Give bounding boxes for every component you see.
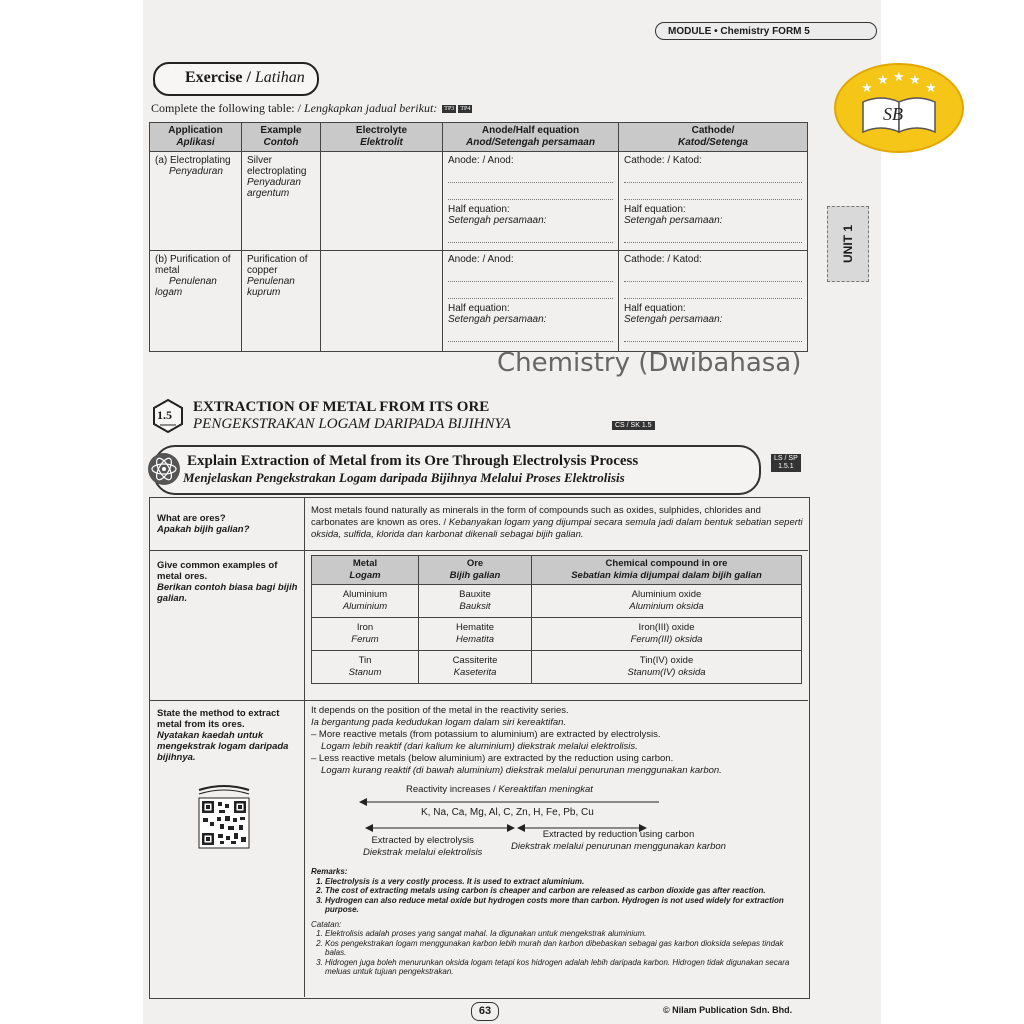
- answer-method: It depends on the position of the metal in the reactivity series. Ia bergantung pada kedudukan logam dalam siri kereaktifan. – More reactive metals (from potassium to aluminium) are extracted by electrolysis. Logam lebih reaktif (dari kalium ke aluminium) diekstrak melalui elektrolisis. – Less reactive metals (below aluminium) are extracted by the reduction using carbon. Logam kurang reaktif (di bawah aluminium) diekstrak melalui penurunan menggunakan karbon.: [311, 705, 722, 776]
- reactivity-arrow: [359, 797, 661, 807]
- publisher-credit: © Nilam Publication Sdn. Bhd.: [663, 1005, 793, 1015]
- reduction-label: Extracted by reduction using carbon Diekstrak melalui penurunan menggunakan karbon: [511, 829, 726, 852]
- table-header-row: [150, 123, 808, 152]
- page-number: 63: [471, 1002, 499, 1021]
- header-anode: Anode/Half equation Anod/Setengah persamaan: [443, 123, 619, 152]
- header-application: Application Aplikasi: [150, 123, 242, 152]
- header-metal: Metal Logam: [312, 556, 419, 585]
- svg-text:★: ★: [925, 81, 937, 96]
- svg-text:★: ★: [877, 73, 889, 88]
- exercise-title-en: Exercise /: [185, 69, 255, 86]
- watermark: Chemistry (Dwibahasa): [497, 348, 802, 378]
- tp-badge: TP3: [444, 106, 455, 113]
- exercise-instruction: [151, 101, 472, 116]
- table-row: Iron Ferum Hematite Hematita Iron(III) oxide Ferum(III) oksida: [312, 618, 802, 651]
- table-row: Tin Stanum Cassiterite Kaseterita Tin(IV) oxide Stanum(IV) oksida: [312, 651, 802, 684]
- remarks: Remarks: 1. Electrolysis is a very costly process. It is used to extract aluminium. 2. The cost of extracting metals using carbon is cheaper and carbon are released as carbon dioxide gas after reaction. 3. Hydrogen can also reduce metal oxide but hydrogen costs more than carbon. Hydrogen is not used widely for extraction purpose. Catatan: 1. Elektrolisis adalah proses yang sangat mahal. Ia digunakan untuk mengekstrak aluminium. 2. Kos pengekstrakan logam menggunakan karbon lebih murah dan karbon dibebaskan sebagai gas karbon dioksida selepas tindak balas. 3. Hidrogen juga boleh menurunkan oksida logam tetapi kos hidrogen adalah lebih daripada karbon. Hidrogen tidak digunakan secara meluas untuk tujuan pengekstrakan.: [311, 867, 803, 977]
- svg-text:★: ★: [893, 70, 905, 85]
- row-divider: [149, 700, 808, 701]
- qr-code-icon[interactable]: [195, 782, 253, 854]
- electrolyte-answer-cell[interactable]: [321, 251, 443, 352]
- exercise-table: [149, 122, 808, 352]
- cathode-answer-cell[interactable]: Cathode: / Katod: Half equation: Setengah persamaan:: [619, 152, 808, 251]
- row-divider: [149, 550, 808, 551]
- electrolyte-answer-cell[interactable]: [321, 152, 443, 251]
- logo-text: SB: [883, 104, 903, 124]
- svg-text:★: ★: [861, 81, 873, 96]
- question-method: State the method to extract metal from its ores. Nyatakan kaedah untuk mengekstrak logam daripada bijihnya.: [157, 708, 289, 763]
- textbook-page: [143, 0, 937, 1024]
- anode-answer-cell[interactable]: Anode: / Anod: Half equation: Setengah persamaan:: [443, 152, 619, 251]
- exercise-title: [153, 62, 319, 96]
- atom-icon: [147, 452, 181, 486]
- instruction-ms: Lengkapkan jadual berikut:: [303, 101, 438, 115]
- header-example: Example Contoh: [242, 123, 321, 152]
- table-row: Aluminium Aluminium Bauxite Bauksit Aluminium oxide Aluminium oksida: [312, 585, 802, 618]
- example-cell: Silver electroplating Penyaduran argentum: [242, 152, 321, 251]
- question-examples: Give common examples of metal ores. Berikan contoh biasa bagi bijih galian.: [157, 560, 298, 604]
- banner-title-ms: Menjelaskan Pengekstrakan Logam daripada Bijihnya Melalui Proses Elektrolisis: [183, 470, 625, 485]
- question-ores: What are ores? Apakah bijih galian?: [157, 513, 250, 535]
- section-title-ms: PENGEKSTRAKAN LOGAM DARIPADA BIJIHNYA: [193, 416, 511, 432]
- reactivity-series: K, Na, Ca, Mg, Al, C, Zn, H, Fe, Pb, Cu: [421, 807, 594, 818]
- cs-badge: CS / SK 1.5: [612, 421, 655, 430]
- ore-table: [311, 555, 802, 684]
- application-cell: (a) Electroplating Penyaduran: [150, 152, 242, 251]
- section-number: 1.5: [157, 408, 172, 422]
- answer-ores: Most metals found naturally as minerals in the form of compounds such as oxides, sulphides, chlorides and carbonates are known as ores. / Kebanyakan logam yang dijumpai secara semula jadi dalam bentuk sebatian seperti oksida, sulfida, klorida dan karbonat dikenali sebagai bijih galian.: [311, 505, 803, 540]
- header-electrolyte: Electrolyte Elektrolit: [321, 123, 443, 152]
- table-row: [150, 152, 808, 251]
- tp-badge: TP4: [460, 106, 471, 113]
- cathode-answer-cell[interactable]: Cathode: / Katod: Half equation: Setengah persamaan:: [619, 251, 808, 352]
- instruction-en: Complete the following table: /: [151, 101, 304, 115]
- application-cell: (b) Purification of metal Penulenan logam: [150, 251, 242, 352]
- header-cathode: Cathode/ Katod/Setenga: [619, 123, 808, 152]
- header-ore: Ore Bijih galian: [419, 556, 532, 585]
- banner-title: Explain Extraction of Metal from its Ore Through Electrolysis Process: [187, 453, 639, 469]
- reactivity-label: Reactivity increases / Kereaktifan meningkat: [406, 784, 593, 795]
- section-title: EXTRACTION OF METAL FROM ITS ORE: [193, 399, 490, 415]
- electrolysis-range-arrow: [365, 823, 515, 833]
- example-cell: Purification of copper Penulenan kuprum: [242, 251, 321, 352]
- svg-text:★: ★: [909, 73, 921, 88]
- table-header-row: [312, 556, 802, 585]
- electrolysis-label: Extracted by electrolysis Diekstrak melalui elektrolisis: [363, 835, 483, 858]
- anode-answer-cell[interactable]: Anode: / Anod: Half equation: Setengah persamaan:: [443, 251, 619, 352]
- header-compound: Chemical compound in ore Sebatian kimia dijumpai dalam bijih galian: [532, 556, 802, 585]
- unit-tab: UNIT 1: [827, 206, 869, 282]
- ls-badge: LS / SP 1.5.1: [771, 454, 801, 472]
- exercise-title-ms: Latihan: [254, 69, 305, 86]
- table-row: [150, 251, 808, 352]
- module-header: MODULE • Chemistry FORM 5: [655, 22, 877, 40]
- column-divider: [304, 497, 305, 997]
